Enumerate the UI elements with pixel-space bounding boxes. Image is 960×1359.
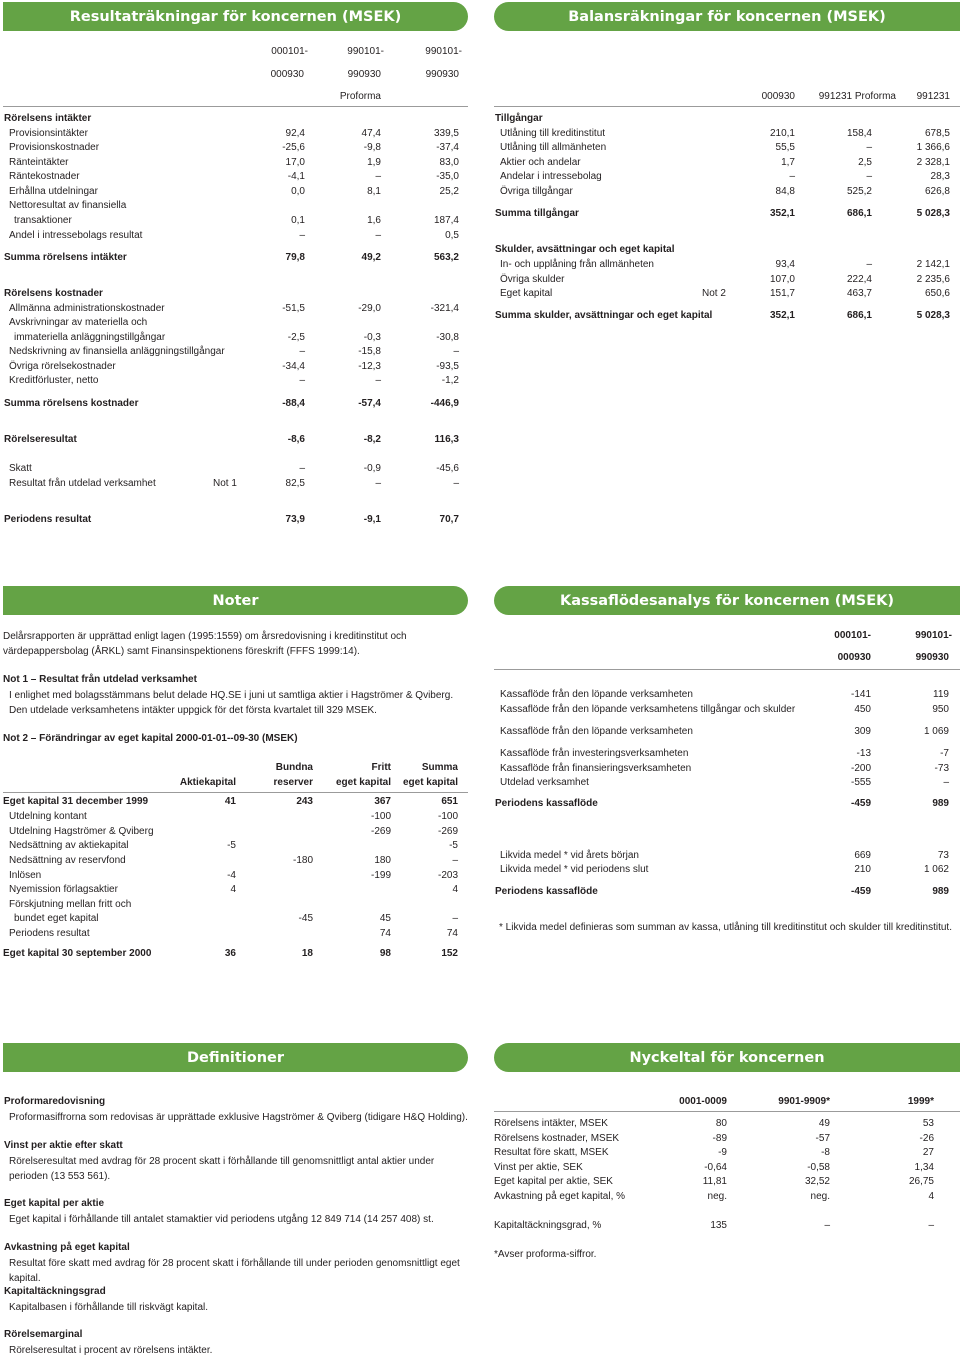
cell-value: 93,4 (775, 259, 795, 270)
nyckeltal-col3-head: 1999* (907, 1096, 934, 1107)
resultat-col2-head-bottom: 990930 (347, 69, 381, 80)
resultat-col2-head-sub: Proforma (339, 91, 381, 102)
cell-value: -45 (298, 913, 313, 924)
cell-value: 678,5 (924, 128, 950, 139)
cell-value: 32,52 (804, 1176, 830, 1187)
cell-value: 73 (937, 850, 949, 861)
cell-value: 563,2 (433, 252, 459, 263)
cell-value: 309 (854, 726, 871, 737)
resultat-header-rule (3, 106, 468, 107)
row-label: Avkastning på eget kapital, % (494, 1191, 626, 1202)
cell-value: -57 (815, 1133, 830, 1144)
cell-value: 450 (854, 704, 871, 715)
cell-value: -321,4 (430, 303, 459, 314)
cell-value: 36 (224, 948, 236, 959)
cell-value: – (866, 171, 872, 182)
note-ref: Not 1 (213, 478, 237, 489)
cell-value: -29,0 (358, 303, 381, 314)
cell-value: 158,4 (846, 128, 872, 139)
balans-col2-head: 991231 Proforma (818, 91, 896, 102)
row-label: Rörelsens intäkter, MSEK (494, 1118, 608, 1129)
nyckeltal-title: Nyckeltal för koncernen (629, 1049, 825, 1066)
cell-value: -141 (850, 689, 871, 700)
definition-title: Avkastning på eget kapital (4, 1242, 130, 1253)
row-label: Summa rörelsens kostnader (4, 398, 139, 409)
row-label: transaktioner (14, 215, 72, 226)
cell-value: – (375, 375, 381, 386)
row-label: Kassaflöde från finansieringsverksamheten (500, 763, 692, 774)
cell-value: – (375, 171, 381, 182)
cell-value: -93,5 (436, 361, 459, 372)
cell-value: 950 (932, 704, 949, 715)
cell-value: 82,5 (285, 478, 305, 489)
cell-value: 1,6 (367, 215, 381, 226)
cell-value: -15,8 (358, 346, 381, 357)
row-label: Kassaflöde från den löpande verksamheten (500, 689, 693, 700)
cell-value: 84,8 (775, 186, 795, 197)
cell-value: 1,9 (367, 157, 381, 168)
cell-value: 1 062 (923, 864, 949, 875)
row-label: Utdelning kontant (9, 811, 87, 822)
cell-value: 74 (379, 928, 391, 939)
cell-value: – (375, 478, 381, 489)
cell-value: 55,5 (775, 142, 795, 153)
definitioner-title: Definitioner (186, 1049, 285, 1066)
cell-value: 1 069 (923, 726, 949, 737)
kassa-title: Kassaflödesanalys för koncernen (MSEK) (560, 592, 894, 609)
cell-value: 352,1 (769, 310, 795, 321)
cell-value: 0,5 (445, 230, 459, 241)
cell-value: -459 (850, 798, 871, 809)
cell-value: – (866, 142, 872, 153)
cell-value: -9 (718, 1147, 727, 1158)
cell-value: 2 235,6 (916, 274, 950, 285)
cell-value: 339,5 (433, 128, 459, 139)
definition-text: Rörelseresultat med avdrag för 28 procent skatt i förhållande till genomsnittligt antal aktier under perioden (13 553 561). (9, 1156, 435, 1182)
nyckeltal-col1-head: 0001-0009 (679, 1096, 727, 1107)
cell-value: -57,4 (358, 398, 381, 409)
cell-value: -34,4 (282, 361, 305, 372)
cell-value: 73,9 (285, 514, 305, 525)
cell-value: 243 (296, 796, 313, 807)
cell-value: 210 (854, 864, 871, 875)
row-label: Kapitaltäckningsgrad, % (494, 1220, 602, 1231)
row-label: Periodens kassaflöde (495, 886, 598, 897)
cell-value: 0,0 (291, 186, 305, 197)
cell-value: 92,4 (285, 128, 305, 139)
row-label: Andel i intressebolags resultat (9, 230, 143, 241)
row-label: Resultat före skatt, MSEK (494, 1147, 609, 1158)
cell-value: -25,6 (282, 142, 305, 153)
cell-value: -0,9 (363, 463, 381, 474)
row-label: Summa skulder, avsättningar och eget kapital (495, 310, 713, 321)
cell-value: -199 (370, 870, 391, 881)
cell-value: 626,8 (924, 186, 950, 197)
cell-value: – (299, 230, 305, 241)
cell-value: -200 (850, 763, 871, 774)
cell-value: -7 (940, 748, 949, 759)
cell-value: -8,6 (287, 434, 305, 445)
cell-value: -100 (370, 811, 391, 822)
cell-value: – (375, 230, 381, 241)
row-label: Kreditförluster, netto (9, 375, 99, 386)
row-label: Eget kapital 30 september 2000 (3, 948, 152, 959)
cell-value: 135 (710, 1220, 727, 1231)
cell-value: -0,64 (704, 1162, 727, 1173)
not2-head2-aktiekapital: Aktiekapital (179, 777, 236, 788)
cell-value: 107,0 (769, 274, 795, 285)
cell-value: 26,75 (908, 1176, 934, 1187)
cell-value: 1,7 (781, 157, 795, 168)
cell-value: 45 (379, 913, 391, 924)
row-label: Kassaflöde från investeringsverksamheten (500, 748, 689, 759)
row-label: Vinst per aktie, SEK (494, 1162, 583, 1173)
cell-value: 2 142,1 (916, 259, 950, 270)
row-label: Nedskrivning av finansiella anläggningstillgångar (9, 346, 225, 357)
resultat-col1-head-bottom: 000930 (270, 69, 304, 80)
cell-value: – (299, 346, 305, 357)
cell-value: – (453, 478, 459, 489)
cell-value: 669 (854, 850, 871, 861)
cell-value: 525,2 (846, 186, 872, 197)
row-label: Allmänna administrationskostnader (9, 303, 165, 314)
row-label: Summa tillgångar (495, 208, 579, 219)
cell-value: 1,34 (914, 1162, 934, 1173)
row-label: Rörelsens kostnader, MSEK (494, 1133, 620, 1144)
cell-value: 11,81 (702, 1176, 727, 1187)
cell-value: – (452, 855, 458, 866)
kassa-col1-head-bottom: 000930 (837, 652, 871, 663)
cell-value: 2 328,1 (916, 157, 950, 168)
note-ref: Not 2 (702, 288, 726, 299)
cell-value: 70,7 (439, 514, 459, 525)
balans-banner (494, 2, 960, 31)
cell-value: 651 (441, 796, 458, 807)
noter-banner (3, 586, 468, 615)
cell-value: -8,2 (363, 434, 381, 445)
cell-value: 187,4 (433, 215, 459, 226)
cell-value: -13 (856, 748, 871, 759)
cell-value: -51,5 (282, 303, 305, 314)
cell-value: 8,1 (367, 186, 381, 197)
cell-value: 5 028,3 (916, 310, 950, 321)
nyckeltal-footnote: *Avser proforma-siffror. (494, 1249, 597, 1260)
definition-text: Resultat före skatt med avdrag för 28 procent skatt i förhållande till under perioden genomsnittligt eget kapital. (9, 1258, 460, 1284)
row-label: In- och upplåning från allmänheten (500, 259, 654, 270)
cell-value: -5 (449, 840, 458, 851)
cell-value: 83,0 (439, 157, 459, 168)
cell-value: – (789, 171, 795, 182)
nyckeltal-col2-head: 9901-9909* (778, 1096, 830, 1107)
balans-title: Balansräkningar för koncernen (MSEK) (568, 8, 886, 25)
cell-value: 210,1 (769, 128, 795, 139)
cell-value: -9,1 (363, 514, 381, 525)
cell-value: 27 (922, 1147, 934, 1158)
resultat-col2-head-top: 990101- (347, 46, 384, 57)
resultat-banner (3, 2, 468, 31)
row-label: Skulder, avsättningar och eget kapital (495, 244, 675, 255)
cell-value: -5 (227, 840, 236, 851)
cell-value: -2,5 (287, 332, 305, 343)
cell-value: 0,1 (291, 215, 305, 226)
definition-title: Vinst per aktie efter skatt (4, 1140, 123, 1151)
row-label: Provisionsintäkter (9, 128, 88, 139)
cell-value: 98 (379, 948, 391, 959)
cell-value: 4 (452, 884, 458, 895)
cell-value: -9,8 (363, 142, 381, 153)
cell-value: -0,3 (363, 332, 381, 343)
row-label: Periodens resultat (9, 928, 90, 939)
noter-intro: Delårsrapporten är upprättad enligt lagen (1995:1559) om årsredovisning i kreditinstitut och värdepappersbolag (ÅRKL) samt Finansinspektionens föreskrift (FFFS 1999:14). (3, 631, 407, 657)
row-label: Nettoresultat av finansiella (9, 200, 127, 211)
row-label: Erhållna utdelningar (9, 186, 98, 197)
cell-value: 17,0 (285, 157, 305, 168)
row-label: Nedsättning av reservfond (9, 855, 126, 866)
row-label: Nyemission förlagsaktier (9, 884, 118, 895)
cell-value: 2,5 (858, 157, 872, 168)
cell-value: 5 028,3 (916, 208, 950, 219)
row-label: Periodens resultat (4, 514, 92, 525)
row-label: bundet eget kapital (14, 913, 99, 924)
cell-value: -89 (712, 1133, 727, 1144)
cell-value: neg. (707, 1191, 727, 1202)
kassa-col2-head-bottom: 990930 (915, 652, 949, 663)
noter-title: Noter (212, 592, 259, 609)
row-label: Övriga skulder (500, 274, 565, 285)
cell-value: 116,3 (434, 434, 459, 445)
cell-value: -12,3 (358, 361, 381, 372)
cell-value: -269 (370, 826, 391, 837)
not2-head2-summa: eget kapital (402, 777, 458, 788)
resultat-title: Resultaträkningar för koncernen (MSEK) (69, 8, 402, 25)
cell-value: 686,1 (846, 310, 872, 321)
row-label: Kassaflöde från den löpande verksamhetens tillgångar och skulder (500, 704, 796, 715)
row-label: Förskjutning mellan fritt och (9, 899, 132, 910)
cell-value: -73 (934, 763, 949, 774)
kassa-banner (494, 586, 960, 615)
cell-value: 53 (922, 1118, 934, 1129)
balans-col1-head: 000930 (761, 91, 795, 102)
cell-value: 1 366,6 (916, 142, 950, 153)
cell-value: 41 (224, 796, 236, 807)
row-label: Provisionskostnader (9, 142, 100, 153)
row-label: Utlåning till allmänheten (500, 142, 607, 153)
cell-value: -37,4 (436, 142, 459, 153)
cell-value: 152 (441, 948, 458, 959)
row-label: Avskrivningar av materiella och (9, 317, 148, 328)
not2-head1-fritt: Fritt (371, 762, 391, 773)
cell-value: – (452, 913, 458, 924)
balans-header-rule (494, 106, 960, 107)
cell-value: -100 (437, 811, 458, 822)
cell-value: 47,4 (361, 128, 381, 139)
row-label: Inlösen (9, 870, 42, 881)
cell-value: -555 (850, 777, 871, 788)
row-label: Rörelsens intäkter (4, 113, 92, 124)
definition-title: Proformaredovisning (4, 1096, 106, 1107)
cell-value: 367 (374, 796, 391, 807)
row-label: Likvida medel * vid årets början (500, 850, 639, 861)
cell-value: 74 (446, 928, 458, 939)
cell-value: 989 (932, 886, 949, 897)
resultat-col3-head-bottom: 990930 (425, 69, 459, 80)
row-label: Andelar i intressebolag (500, 171, 602, 182)
cell-value: 650,6 (924, 288, 950, 299)
cell-value: -1,2 (441, 375, 459, 386)
cell-value: 4 (928, 1191, 934, 1202)
cell-value: -0,58 (807, 1162, 830, 1173)
not2-head1-summa: Summa (421, 762, 458, 773)
cell-value: -8 (821, 1147, 830, 1158)
definitioner-banner (3, 1043, 468, 1072)
nyckeltal-banner (494, 1043, 960, 1072)
cell-value: -180 (292, 855, 313, 866)
cell-value: – (453, 346, 459, 357)
cell-value: neg. (810, 1191, 830, 1202)
cell-value: -45,6 (436, 463, 459, 474)
cell-value: 80 (715, 1118, 727, 1129)
cell-value: -88,4 (282, 398, 305, 409)
row-label: Summa rörelsens intäkter (4, 252, 127, 263)
not2-head2-eget-kapital: eget kapital (335, 777, 391, 788)
cell-value: 25,2 (439, 186, 459, 197)
cell-value: 222,4 (846, 274, 872, 285)
row-label: Nedsättning av aktiekapital (9, 840, 129, 851)
row-label: Eget kapital 31 december 1999 (3, 796, 149, 807)
cell-value: -4,1 (287, 171, 305, 182)
not2-head1-bundna: Bundna (275, 762, 313, 773)
cell-value: 28,3 (930, 171, 950, 182)
cell-value: – (299, 463, 305, 474)
not2-header-rule (3, 792, 468, 793)
row-label: Eget kapital (500, 288, 553, 299)
cell-value: -4 (227, 870, 236, 881)
definition-text: Kapitalbasen i förhållande till riskvägt kapital. (9, 1302, 208, 1313)
cell-value: 151,7 (769, 288, 795, 299)
cell-value: 4 (230, 884, 236, 895)
row-label: Övriga tillgångar (500, 186, 573, 197)
cell-value: -35,0 (436, 171, 459, 182)
cell-value: 686,1 (846, 208, 872, 219)
row-label: Rörelsens kostnader (4, 288, 103, 299)
cell-value: 463,7 (846, 288, 872, 299)
cell-value: 989 (932, 798, 949, 809)
row-label: Utlåning till kreditinstitut (500, 128, 606, 139)
not1-text: I enlighet med bolagsstämmans belut delade HQ.SE i juni ut samtliga aktier i Hagströmer & Qviberg. Den utdelade verksamhetens intäkter uppgick för det första kvartalet till 329 MSEK. (9, 690, 454, 716)
cell-value: -30,8 (436, 332, 459, 343)
row-label: Skatt (9, 463, 32, 474)
cell-value: 49,2 (361, 252, 381, 263)
definition-text: Proformasiffrorna som redovisas är upprättade exklusive Hagströmer & Qviberg (tidigare H&Q Holding). (9, 1112, 468, 1123)
row-label: Ränteintäkter (9, 157, 69, 168)
not2-title: Not 2 – Förändringar av eget kapital 2000-01-01--09-30 (MSEK) (3, 733, 298, 744)
resultat-col1-head-top: 000101- (271, 46, 308, 57)
nyckeltal-header-rule (494, 1111, 960, 1112)
row-label: Kassaflöde från den löpande verksamheten (500, 726, 693, 737)
kassa-col2-head-top: 990101- (915, 630, 952, 641)
row-label: Eget kapital per aktie, SEK (494, 1176, 613, 1187)
kassa-header-rule (494, 669, 960, 670)
cell-value: 180 (374, 855, 391, 866)
row-label: Övriga rörelsekostnader (9, 361, 116, 372)
not1-title: Not 1 – Resultat från utdelad verksamhet (3, 674, 197, 685)
row-label: Utdelad verksamhet (500, 777, 589, 788)
cell-value: – (943, 777, 949, 788)
resultat-col3-head-top: 990101- (425, 46, 462, 57)
balans-col3-head: 991231 (916, 91, 950, 102)
definition-title: Eget kapital per aktie (4, 1198, 105, 1209)
row-label: Aktier och andelar (500, 157, 581, 168)
definition-text: Eget kapital i förhållande till antalet stamaktier vid periodens utgång 12 849 714 (14 257 408) st. (9, 1214, 434, 1225)
cell-value: -203 (437, 870, 458, 881)
cell-value: 79,8 (285, 252, 305, 263)
row-label: Resultat från utdelad verksamhet (9, 478, 156, 489)
cell-value: -446,9 (430, 398, 459, 409)
cell-value: 49 (818, 1118, 830, 1129)
cell-value: -26 (919, 1133, 934, 1144)
row-label: Periodens kassaflöde (495, 798, 598, 809)
cell-value: – (928, 1220, 934, 1231)
row-label: Rörelseresultat (4, 434, 77, 445)
row-label: Räntekostnader (9, 171, 80, 182)
cell-value: 119 (933, 689, 949, 700)
cell-value: -459 (850, 886, 871, 897)
kassa-footnote: * Likvida medel definieras som summan av kassa, utlåning till kreditinstitut och skulder till kreditinstitut. (499, 922, 952, 933)
cell-value: – (866, 259, 872, 270)
definition-title: Rörelsemarginal (4, 1329, 83, 1340)
cell-value: 18 (301, 948, 313, 959)
cell-value: – (299, 375, 305, 386)
row-label: immateriella anläggningstillgångar (14, 332, 166, 343)
row-label: Likvida medel * vid periodens slut (500, 864, 649, 875)
kassa-col1-head-top: 000101- (834, 630, 871, 641)
not2-head2-reserver: reserver (273, 777, 313, 788)
row-label: Utdelning Hagströmer & Qviberg (9, 826, 154, 837)
cell-value: -269 (437, 826, 458, 837)
cell-value: – (824, 1220, 830, 1231)
cell-value: 352,1 (769, 208, 795, 219)
definition-title: Kapitaltäckningsgrad (4, 1286, 106, 1297)
definition-text: Rörelseresultat i procent av rörelsens intäkter. (9, 1345, 213, 1356)
row-label: Tillgångar (495, 113, 543, 124)
